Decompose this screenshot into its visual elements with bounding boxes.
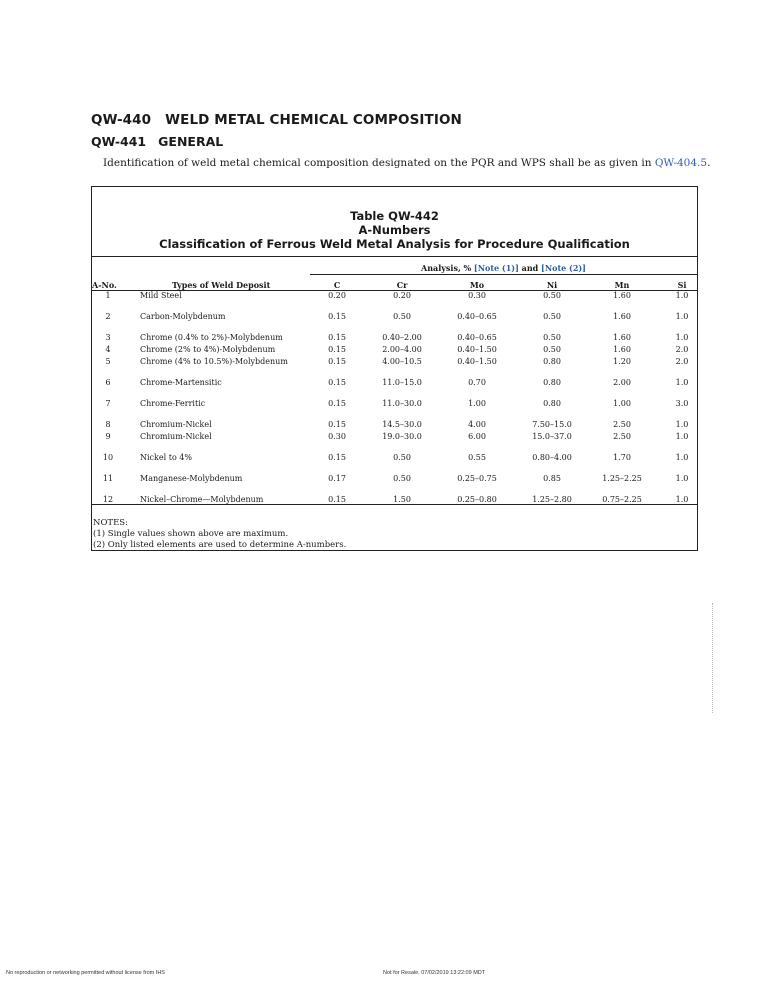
col-header-cr: Cr bbox=[396, 280, 408, 290]
cell-mn: 2.00 bbox=[613, 378, 631, 387]
cell-si: 3.0 bbox=[675, 399, 689, 408]
note-1-link[interactable]: [Note (1)] bbox=[473, 263, 519, 273]
cell-mo: 0.55 bbox=[468, 453, 486, 462]
margin-dots bbox=[712, 603, 715, 713]
cell-ano: 3 bbox=[105, 333, 111, 342]
cell-ano: 12 bbox=[102, 495, 114, 504]
cell-cr: 4.00–10.5 bbox=[382, 357, 422, 366]
cell-mo: 0.25–0.80 bbox=[457, 495, 497, 504]
cell-cr: 11.0–30.0 bbox=[382, 399, 422, 408]
cell-mn: 1.60 bbox=[613, 333, 631, 342]
cell-si: 1.0 bbox=[675, 291, 689, 300]
cell-mn: 1.60 bbox=[613, 345, 631, 354]
rule-top bbox=[92, 256, 697, 257]
cell-ni: 0.50 bbox=[543, 291, 561, 300]
cell-type: Chromium-Nickel bbox=[140, 420, 212, 429]
cell-ano: 10 bbox=[102, 453, 114, 462]
cell-si: 1.0 bbox=[675, 378, 689, 387]
cell-type: Nickel to 4% bbox=[140, 453, 192, 462]
col-header-mn: Mn bbox=[614, 280, 630, 290]
cell-ni: 0.80 bbox=[543, 378, 561, 387]
analysis-and: and bbox=[518, 263, 542, 273]
cell-mo: 1.00 bbox=[468, 399, 486, 408]
cell-c: 0.15 bbox=[328, 495, 346, 504]
cell-cr: 0.40–2.00 bbox=[382, 333, 422, 342]
cell-ano: 6 bbox=[105, 378, 111, 387]
cell-c: 0.20 bbox=[328, 291, 346, 300]
cell-ano: 11 bbox=[102, 474, 114, 483]
cell-mn: 1.60 bbox=[613, 312, 631, 321]
cell-ano: 9 bbox=[105, 432, 111, 441]
note-2-link[interactable]: [Note (2)] bbox=[541, 263, 586, 273]
note-1: (1) Single values shown above are maximum. bbox=[93, 529, 289, 539]
cell-si: 1.0 bbox=[675, 420, 689, 429]
cell-si: 1.0 bbox=[675, 333, 689, 342]
cell-ni: 0.80 bbox=[543, 399, 561, 408]
cell-si: 1.0 bbox=[675, 495, 689, 504]
cell-c: 0.15 bbox=[328, 345, 346, 354]
cell-type: Chrome (2% to 4%)-Molybdenum bbox=[140, 345, 276, 354]
cell-mn: 1.70 bbox=[613, 453, 631, 462]
cell-cr: 1.50 bbox=[393, 495, 411, 504]
cell-c: 0.15 bbox=[328, 453, 346, 462]
cell-c: 0.15 bbox=[328, 399, 346, 408]
cell-c: 0.15 bbox=[328, 312, 346, 321]
cell-type: Chromium-Nickel bbox=[140, 432, 212, 441]
intro-text: Identification of weld metal chemical composition designated on the PQR and WPS shall be as given in bbox=[103, 157, 655, 169]
cell-ano: 4 bbox=[105, 345, 111, 354]
cell-mo: 0.40–0.65 bbox=[457, 312, 497, 321]
col-header-mo: Mo bbox=[469, 280, 485, 290]
cell-mo: 0.40–1.50 bbox=[457, 357, 497, 366]
cell-cr: 0.50 bbox=[393, 312, 411, 321]
analysis-prefix: Analysis, % bbox=[421, 263, 474, 273]
cell-cr: 11.0–15.0 bbox=[382, 378, 422, 387]
cell-mo: 0.25–0.75 bbox=[457, 474, 497, 483]
note-2: (2) Only listed elements are used to determine A-numbers. bbox=[93, 540, 347, 550]
cell-si: 2.0 bbox=[675, 357, 689, 366]
cell-c: 0.15 bbox=[328, 378, 346, 387]
cell-c: 0.17 bbox=[328, 474, 346, 483]
col-header-c: C bbox=[333, 280, 341, 290]
cell-type: Chrome-Martensitic bbox=[140, 378, 222, 387]
cell-mn: 0.75–2.25 bbox=[602, 495, 642, 504]
cell-mn: 2.50 bbox=[613, 420, 631, 429]
cell-ni: 0.50 bbox=[543, 333, 561, 342]
col-header-ni: Ni bbox=[546, 280, 558, 290]
cell-ni: 0.80 bbox=[543, 357, 561, 366]
table-caption: Classification of Ferrous Weld Metal Analysis for Procedure Qualification bbox=[159, 237, 630, 251]
cell-mo: 0.40–0.65 bbox=[457, 333, 497, 342]
col-header-si: Si bbox=[677, 280, 687, 290]
cell-mo: 4.00 bbox=[468, 420, 486, 429]
rule-bottom bbox=[92, 504, 697, 505]
cell-type: Chrome (0.4% to 2%)-Molybdenum bbox=[140, 333, 283, 342]
cell-ni: 0.85 bbox=[543, 474, 561, 483]
cell-cr: 0.50 bbox=[393, 453, 411, 462]
cell-ni: 7.50–15.0 bbox=[532, 420, 572, 429]
cell-ano: 2 bbox=[105, 312, 111, 321]
intro-paragraph bbox=[103, 157, 710, 169]
subsection-heading bbox=[91, 134, 223, 149]
cell-ano: 1 bbox=[105, 291, 111, 300]
cell-cr: 0.20 bbox=[393, 291, 411, 300]
cell-cr: 19.0–30.0 bbox=[382, 432, 422, 441]
cell-ano: 8 bbox=[105, 420, 111, 429]
table-subtitle: A-Numbers bbox=[358, 223, 431, 237]
cell-mn: 1.00 bbox=[613, 399, 631, 408]
cell-c: 0.15 bbox=[328, 420, 346, 429]
table-title: Table QW-442 bbox=[350, 209, 439, 223]
cell-mo: 0.30 bbox=[468, 291, 486, 300]
cell-ni: 0.50 bbox=[543, 312, 561, 321]
footer-resale: Not for Resale, 07/02/2019 13:22:09 MDT bbox=[383, 970, 486, 976]
cell-c: 0.15 bbox=[328, 333, 346, 342]
cell-mn: 1.20 bbox=[613, 357, 631, 366]
cell-mn: 1.60 bbox=[613, 291, 631, 300]
cell-mo: 6.00 bbox=[468, 432, 486, 441]
cell-type: Mild Steel bbox=[140, 291, 182, 300]
cell-si: 1.0 bbox=[675, 474, 689, 483]
subsection-title: GENERAL bbox=[158, 134, 224, 149]
notes-title: NOTES: bbox=[93, 518, 128, 528]
cell-ni: 1.25–2.80 bbox=[532, 495, 572, 504]
intro-end: . bbox=[707, 157, 711, 169]
cell-cr: 14.5–30.0 bbox=[382, 420, 422, 429]
cell-type: Manganese-Molybdenum bbox=[140, 474, 243, 483]
cell-type: Carbon-Molybdenum bbox=[140, 312, 226, 321]
cell-mn: 1.25–2.25 bbox=[602, 474, 642, 483]
section-heading bbox=[91, 112, 462, 128]
section-code: QW-440 bbox=[91, 112, 152, 128]
analysis-header bbox=[310, 263, 697, 273]
cell-si: 1.0 bbox=[675, 453, 689, 462]
cell-ano: 7 bbox=[105, 399, 111, 408]
section-title: WELD METAL CHEMICAL COMPOSITION bbox=[165, 112, 462, 128]
cell-ano: 5 bbox=[105, 357, 111, 366]
cell-ni: 0.80–4.00 bbox=[532, 453, 572, 462]
rule-analysis bbox=[310, 274, 697, 275]
cell-type: Chrome (4% to 10.5%)-Molybdenum bbox=[140, 357, 288, 366]
cell-si: 1.0 bbox=[675, 432, 689, 441]
cell-mo: 0.70 bbox=[468, 378, 486, 387]
subsection-code: QW-441 bbox=[91, 134, 147, 149]
col-header-ano: A-No. bbox=[92, 280, 117, 290]
cell-si: 2.0 bbox=[675, 345, 689, 354]
cell-mo: 0.40–1.50 bbox=[457, 345, 497, 354]
cell-c: 0.15 bbox=[328, 357, 346, 366]
cell-mn: 2.50 bbox=[613, 432, 631, 441]
table-box bbox=[91, 186, 698, 551]
footer-license: No reproduction or networking permitted without license from IHS bbox=[6, 970, 165, 976]
cell-c: 0.30 bbox=[328, 432, 346, 441]
cell-type: Chrome-Ferritic bbox=[140, 399, 206, 408]
cell-ni: 0.50 bbox=[543, 345, 561, 354]
intro-link[interactable]: QW-404.5 bbox=[654, 157, 708, 169]
cell-cr: 2.00–4.00 bbox=[382, 345, 422, 354]
cell-ni: 15.0–37.0 bbox=[532, 432, 572, 441]
cell-cr: 0.50 bbox=[393, 474, 411, 483]
cell-type: Nickel–Chrome—Molybdenum bbox=[140, 495, 264, 504]
cell-si: 1.0 bbox=[675, 312, 689, 321]
col-header-type: Types of Weld Deposit bbox=[172, 280, 271, 290]
